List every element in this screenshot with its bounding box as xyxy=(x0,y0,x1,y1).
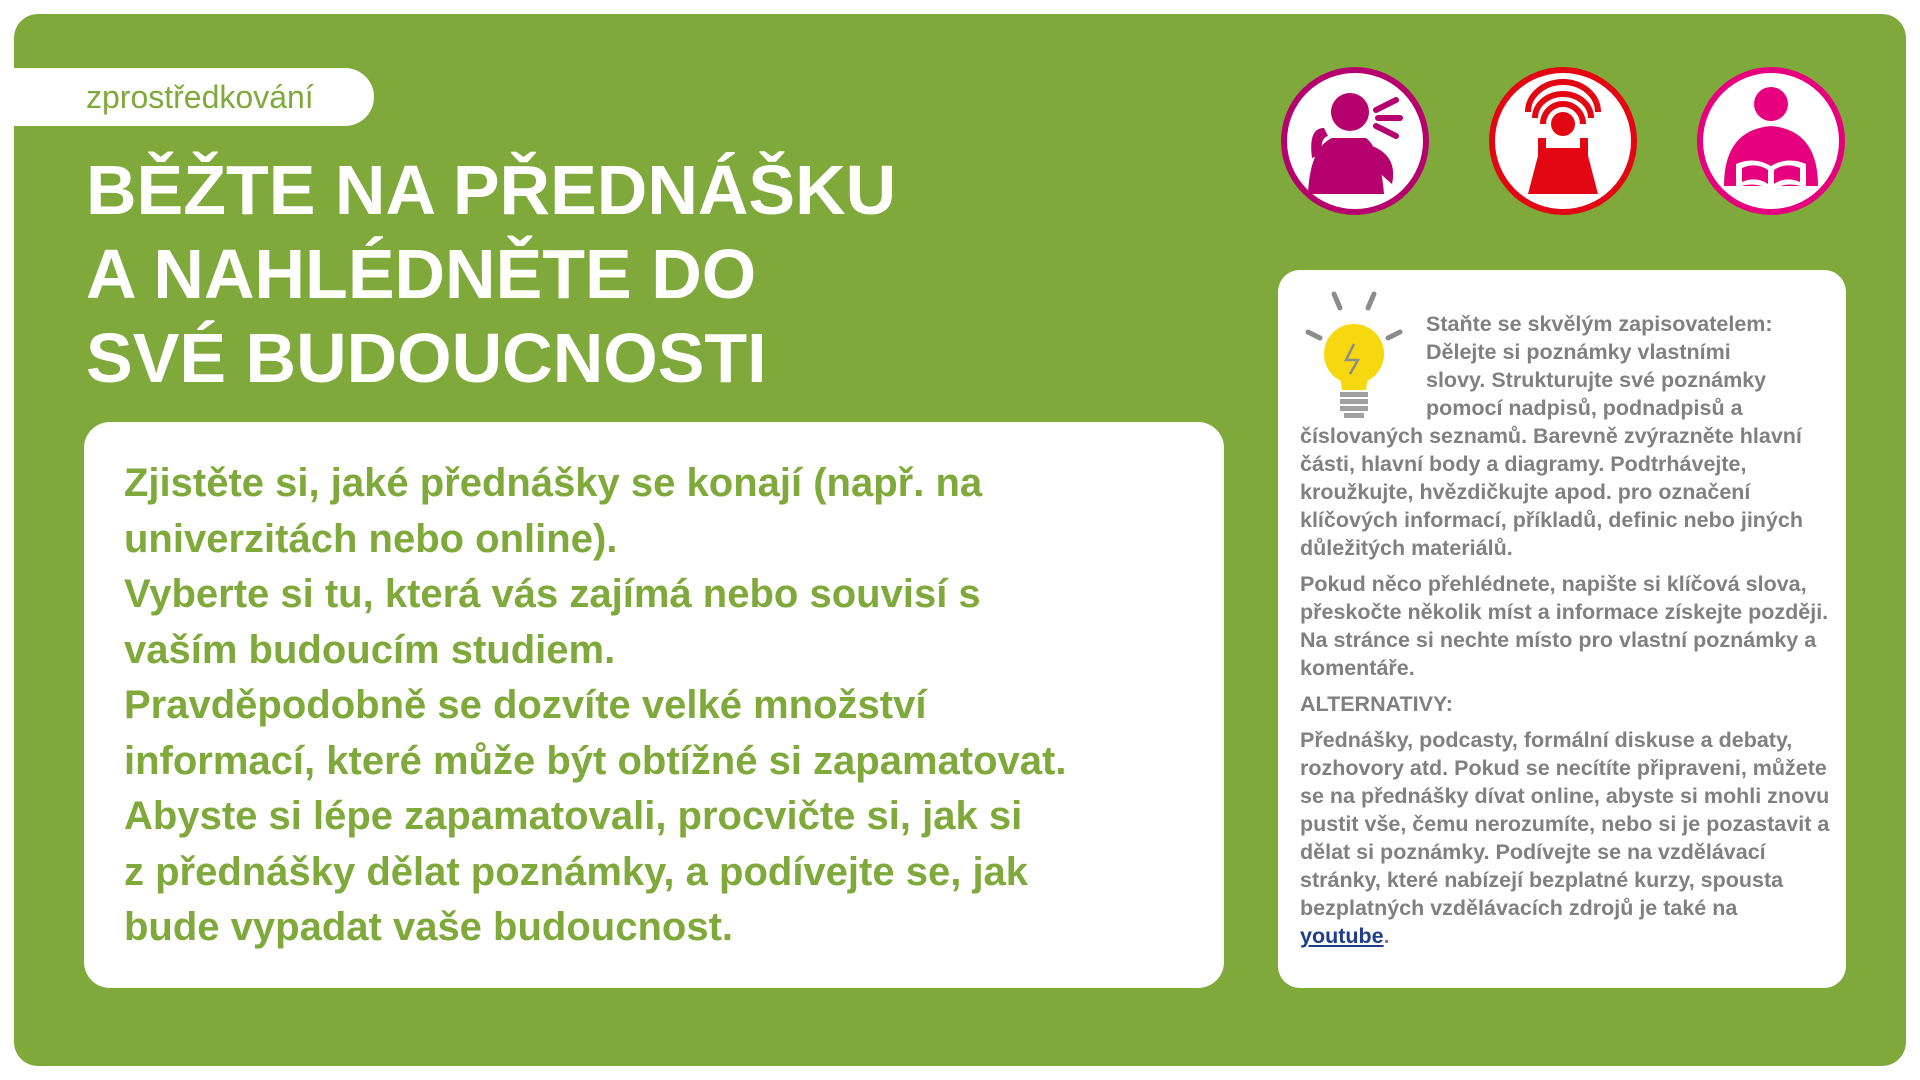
tip-line: Staňte se skvělým zapisovatelem: xyxy=(1426,312,1773,336)
tip-line: slovy. Strukturujte své poznámky xyxy=(1426,368,1767,392)
reader-icon xyxy=(1696,66,1846,216)
main-line: Vyberte si tu, která vás zajímá nebo souvisí s xyxy=(124,572,981,616)
title-line: SVÉ BUDOUCNOSTI xyxy=(86,319,767,397)
main-line: vaším budoucím studiem. xyxy=(124,627,616,672)
tip-end: . xyxy=(1383,924,1390,948)
speaker-icon xyxy=(1280,66,1430,216)
main-line: informací, které může být obtížné si zapamatovat. xyxy=(124,738,1067,783)
category-tag: zprostředkování xyxy=(14,68,374,126)
tip-line: pomocí nadpisů, podnadpisů a xyxy=(1426,396,1743,420)
main-text xyxy=(124,456,1204,956)
title-line: A NAHLÉDNĚTE DO xyxy=(86,235,757,313)
tip-paragraph-1: číslovaných seznamů. Barevně zvýrazněte hlavní části, hlavní body a diagramy. Podtrhávejte, kroužkujte, hvězdičkujte apod. pro označení klíčových informací, příkladů, definic nebo jiných důležitých materiálů. xyxy=(1300,424,1803,560)
title-line: BĚŽTE NA PŘEDNÁŠKU xyxy=(86,151,897,229)
youtube-link[interactable]: youtube xyxy=(1300,924,1384,948)
main-line: bude vypadat vaše budoucnost. xyxy=(124,905,734,949)
listener-icon xyxy=(1488,66,1638,216)
main-line: Abyste si lépe zapamatovali, procvičte si, jak si xyxy=(124,794,1023,838)
tip-line: Dělejte si poznámky vlastními xyxy=(1426,340,1731,364)
tip-paragraph-3: Přednášky, podcasty, formální diskuse a debaty, rozhovory atd. Pokud se necítíte připraveni, můžete se na přednášky dívat online, abyste si mohli znovu pustit vše, čemu nerozumíte, nebo si je pozastavit a dělat si poznámky. Podívejte se na vzdělávací stránky, které nabízejí bezplatné kurzy, spousta bezplatných vzdělávacích zdrojů je také na xyxy=(1300,728,1830,920)
main-line: univerzitách nebo online). xyxy=(124,516,618,561)
tip-box xyxy=(1278,270,1846,988)
main-line: Zjistěte si, jaké přednášky se konají (např. na xyxy=(124,461,983,505)
tip-paragraph-2: Pokud něco přehlédnete, napište si klíčová slova, přeskočte několik míst a informace získejte později. Na stránce si nechte místo pro vlastní poznámky a komentáře. xyxy=(1300,572,1829,680)
main-content-box xyxy=(84,422,1224,988)
main-line: z přednášky dělat poznámky, a podívejte se, jak xyxy=(124,849,1029,894)
alternatives-heading: ALTERNATIVY: xyxy=(1300,692,1453,716)
page-title xyxy=(86,148,986,400)
main-line: Pravděpodobně se dozvíte velké množství xyxy=(124,683,927,727)
tip-text xyxy=(1300,310,1830,958)
